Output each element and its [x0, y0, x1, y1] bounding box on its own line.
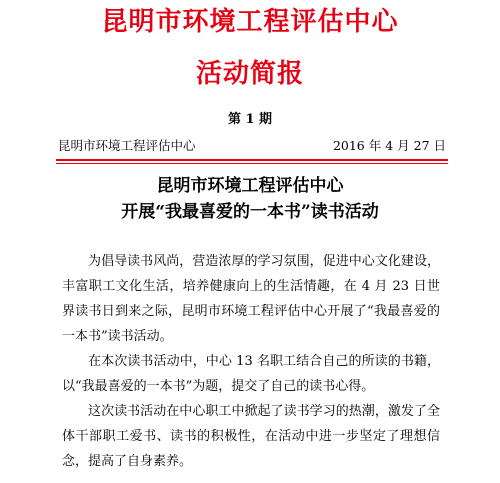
masthead-bulletin-title: 活动简报	[195, 59, 304, 89]
paragraph-text: 在本次读书活动中，中心 13 名职工结合自己的所读的书籍，以“我最喜爱的一本书”为题，提交了自己的读书心得。	[62, 354, 440, 394]
article-paragraph	[62, 399, 440, 474]
paragraph-text: 为倡导读书风尚，营造浓厚的学习氛围，促进中心文化建设，丰富职工文化生活，培养健康向上的生活情趣，在 4 月 23 日世界读书日到来之际，昆明市环境工程评估中心开展了“我最喜爱的一本书”读书活动。	[62, 254, 440, 344]
article-title-line-1: 昆明市环境工程评估中心	[156, 176, 344, 196]
article-paragraph	[62, 249, 440, 349]
article-title-line-2: 开展“我最喜爱的一本书”读书活动	[121, 202, 379, 222]
red-divider-thin	[56, 163, 448, 164]
article-paragraph	[62, 349, 440, 399]
meta-row	[58, 137, 446, 155]
issue-number: 第 1 期	[227, 112, 273, 127]
red-divider-thick	[56, 159, 448, 161]
meta-date: 2016 年 4 月 27 日	[332, 138, 446, 153]
masthead-organization: 昆明市环境工程评估中心	[101, 7, 399, 37]
meta-organization: 昆明市环境工程评估中心	[58, 138, 196, 153]
paragraph-text: 这次读书活动在中心职工中掀起了读书学习的热潮，激发了全体干部职工爱书、读书的积极性，在活动中进一步坚定了理想信念，提高了自身素养。	[62, 404, 440, 469]
